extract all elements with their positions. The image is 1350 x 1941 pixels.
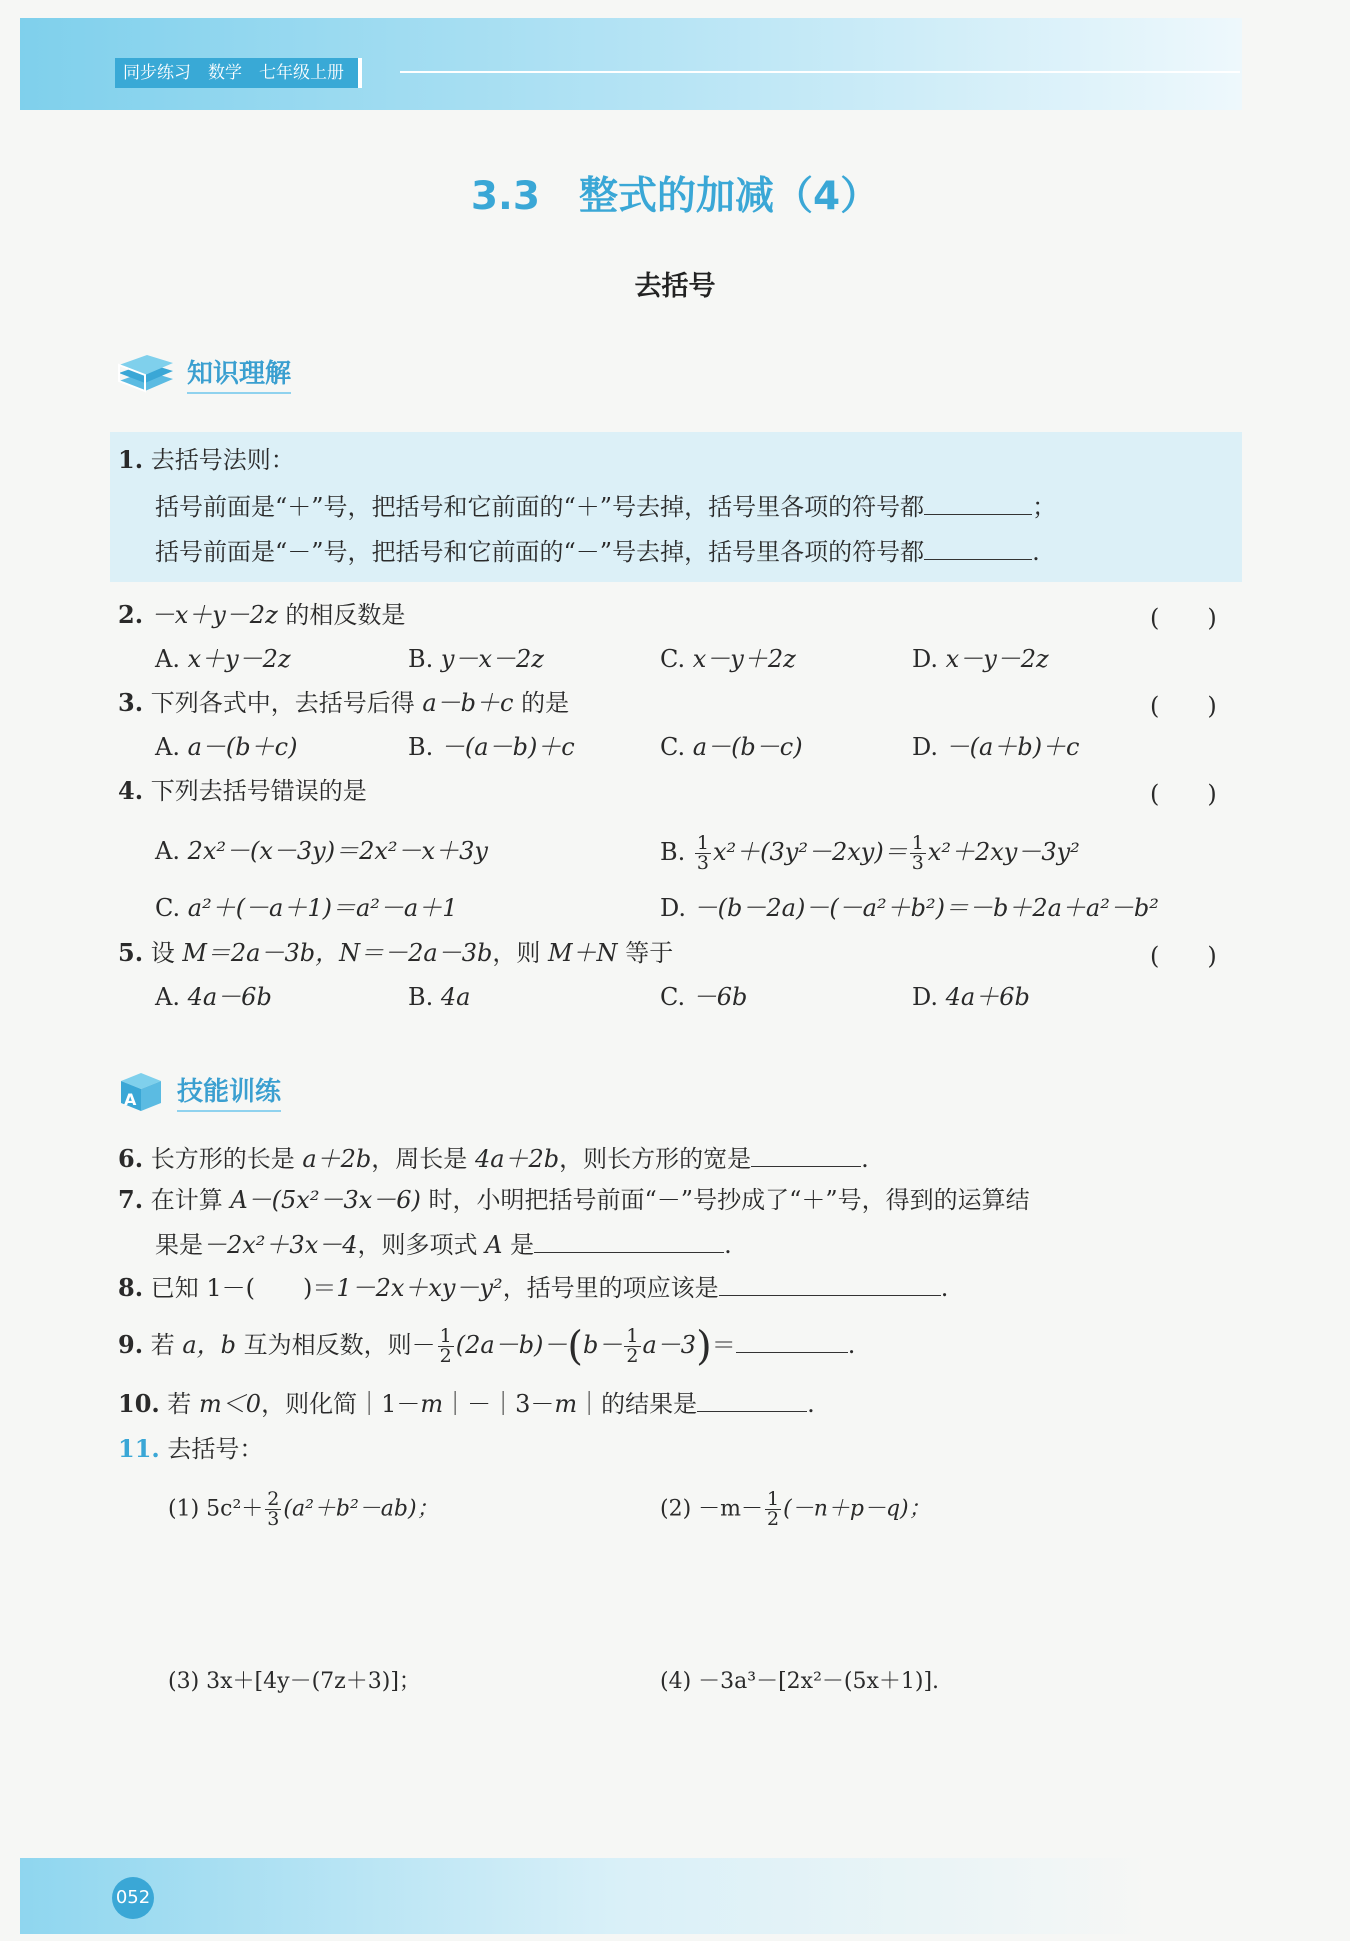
q2-option-b: B. y－x－2z [408, 645, 544, 673]
q5-option-a: A. 4a－6b [155, 983, 272, 1011]
q11-part1: (1) 5c²＋ $\frac{2}{3}$ (a²＋b²－ab)； [168, 1488, 439, 1530]
q3-option-a: A. a－(b＋c) [155, 733, 298, 761]
book-badge: 同步练习 数学 七年级上册 [115, 58, 362, 88]
q2-stem: 2. －x＋y－2z 的相反数是 [118, 600, 406, 629]
q2-option-d: D. x－y－2z [912, 645, 1049, 673]
answer-blank[interactable] [751, 1140, 861, 1167]
answer-paren[interactable]: ( ) [1150, 604, 1217, 632]
answer-blank[interactable] [697, 1385, 807, 1412]
q3-stem: 3. 下列各式中，去括号后得 a－b＋c 的是 [118, 688, 570, 717]
q9: 9. 若 a，b 互为相反数，则－ $\frac{1}{2}$ (2a－b)－(b－ $\frac{1}{2}$ a－3)＝ . [118, 1323, 856, 1370]
q5-option-c: C. －6b [660, 983, 748, 1011]
page-subtitle: 去括号 [634, 271, 716, 302]
answer-paren[interactable]: ( ) [1150, 692, 1217, 720]
q1-rule1: 括号前面是“＋”号，把括号和它前面的“＋”号去掉，括号里各项的符号都 ； [155, 488, 1056, 524]
page-number: 052 [112, 1877, 154, 1919]
q8: 8. 已知 1－( )＝1－2x＋xy－y²，括号里的项应该是 . [118, 1269, 948, 1305]
q4-option-b: B. $\frac{1}{3}$ x²＋(3y²－2xy)＝ $\frac{1}{3}$ x²＋2xy－3y² [660, 832, 1080, 874]
section-knowledge-label: 知识理解 [187, 353, 291, 394]
q5-option-b: B. 4a [408, 983, 471, 1011]
svg-text:A: A [124, 1090, 137, 1109]
q10: 10. 若 m＜0，则化简｜1－m｜－｜3－m｜的结果是 . [118, 1385, 815, 1421]
answer-blank[interactable] [924, 488, 1032, 515]
section-skill [115, 1066, 281, 1116]
q7-line1: 7. 在计算 A－(5x²－3x－6) 时，小明把括号前面“－”号抄成了“＋”号，得到的运算结 [118, 1185, 1030, 1214]
section-knowledge [115, 348, 291, 398]
q3-option-c: C. a－(b－c) [660, 733, 803, 761]
q5-stem: 5. 设 M＝2a－3b，N＝－2a－3b，则 M＋N 等于 [118, 938, 674, 967]
answer-paren[interactable]: ( ) [1150, 780, 1217, 808]
answer-blank[interactable] [736, 1326, 848, 1353]
page-title: 3.3 整式的加减（4） [470, 174, 880, 219]
section-skill-label: 技能训练 [177, 1071, 281, 1112]
header-rule [400, 71, 1240, 73]
q4-option-d: D. －(b－2a)－(－a²＋b²)＝－b＋2a＋a²－b² [660, 894, 1159, 922]
cube-a-icon [115, 1067, 167, 1115]
q4-stem: 4. 下列去括号错误的是 [118, 776, 367, 805]
q1-stem: 1. 去括号法则： [118, 445, 295, 474]
answer-blank[interactable] [719, 1269, 941, 1296]
q11-part3: (3) 3x＋[4y－(7z＋3)]； [168, 1669, 421, 1694]
q3-option-b: B. －(a－b)＋c [408, 733, 575, 761]
footer-band [20, 1858, 1350, 1934]
q11-part2: (2) －m－ $\frac{1}{2}$ (－n＋p－q)； [660, 1488, 931, 1530]
q2-option-c: C. x－y＋2z [660, 645, 796, 673]
q4-option-c: C. a²＋(－a＋1)＝a²－a＋1 [155, 894, 458, 922]
q7-line2: 果是－2x²＋3x－4，则多项式 A 是 . [155, 1226, 732, 1262]
answer-blank[interactable] [924, 533, 1032, 560]
q1-rule2: 括号前面是“－”号，把括号和它前面的“－”号去掉，括号里各项的符号都 . [155, 533, 1040, 569]
q4-option-a: A. 2x²－(x－3y)＝2x²－x＋3y [155, 837, 488, 865]
q2-option-a: A. x＋y－2z [155, 645, 291, 673]
q6: 6. 长方形的长是 a＋2b，周长是 4a＋2b，则长方形的宽是 . [118, 1140, 869, 1176]
books-icon [115, 351, 177, 395]
q3-option-d: D. －(a＋b)＋c [912, 733, 1080, 761]
answer-blank[interactable] [534, 1226, 724, 1253]
q11-part4: (4) －3a³－[2x²－(5x＋1)]. [660, 1669, 940, 1694]
q11-stem: 11. 去括号： [118, 1434, 264, 1463]
answer-paren[interactable]: ( ) [1150, 942, 1217, 970]
q5-option-d: D. 4a＋6b [912, 983, 1030, 1011]
